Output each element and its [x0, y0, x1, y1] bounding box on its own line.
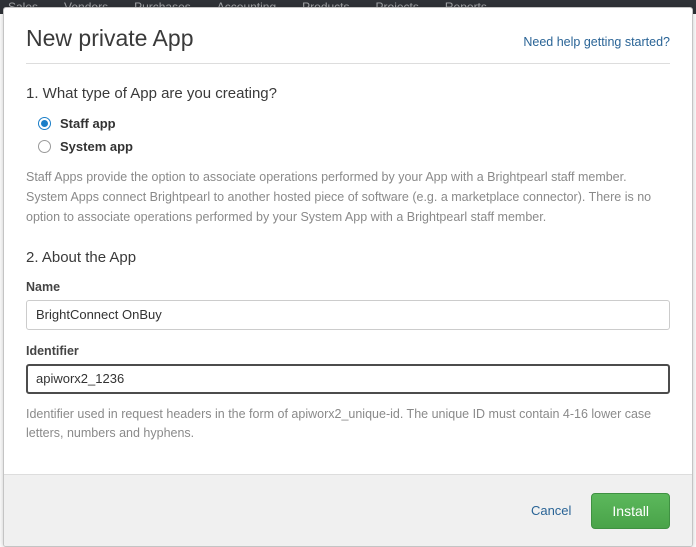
name-input[interactable]	[26, 300, 670, 330]
step-1-heading: 1. What type of App are you creating?	[26, 85, 277, 103]
name-field-label: Name	[26, 279, 61, 294]
install-button[interactable]: Install	[591, 493, 670, 529]
dialog-footer	[4, 474, 692, 546]
app-type-description: Staff Apps provide the option to associate operations performed by your App with a Brightpearl staff member. System Apps connect Brightpearl to another hosted piece of software (e.g. a marketplace connector). There is no option to associate operations performed by your System App with a Brightpearl staff member.	[26, 170, 652, 224]
radio-staff-app-label: Staff app	[60, 116, 116, 132]
help-getting-started-link[interactable]: Need help getting started?	[523, 35, 670, 49]
identifier-hint-text: Identifier used in request headers in the form of apiworx2_unique-id. The unique ID must contain 4-16 lower case letters, numbers and hyphens.	[26, 406, 652, 441]
radio-staff-app-indicator[interactable]	[38, 117, 51, 130]
new-private-app-dialog	[3, 7, 693, 547]
name-field-group	[26, 280, 670, 330]
radio-option-staff-app[interactable]	[38, 116, 670, 131]
dialog-body	[4, 8, 692, 444]
radio-system-app-label: System app	[60, 139, 133, 155]
identifier-field-group	[26, 344, 670, 394]
cancel-button[interactable]: Cancel	[529, 499, 573, 522]
step-2-heading: 2. About the App	[26, 248, 137, 266]
app-type-radio-group	[26, 116, 670, 154]
identifier-input[interactable]	[26, 364, 670, 394]
page-title: New private App	[26, 25, 194, 51]
identifier-field-label: Identifier	[26, 343, 79, 358]
dialog-header	[26, 26, 670, 64]
radio-system-app-indicator[interactable]	[38, 140, 51, 153]
radio-option-system-app[interactable]	[38, 139, 670, 154]
